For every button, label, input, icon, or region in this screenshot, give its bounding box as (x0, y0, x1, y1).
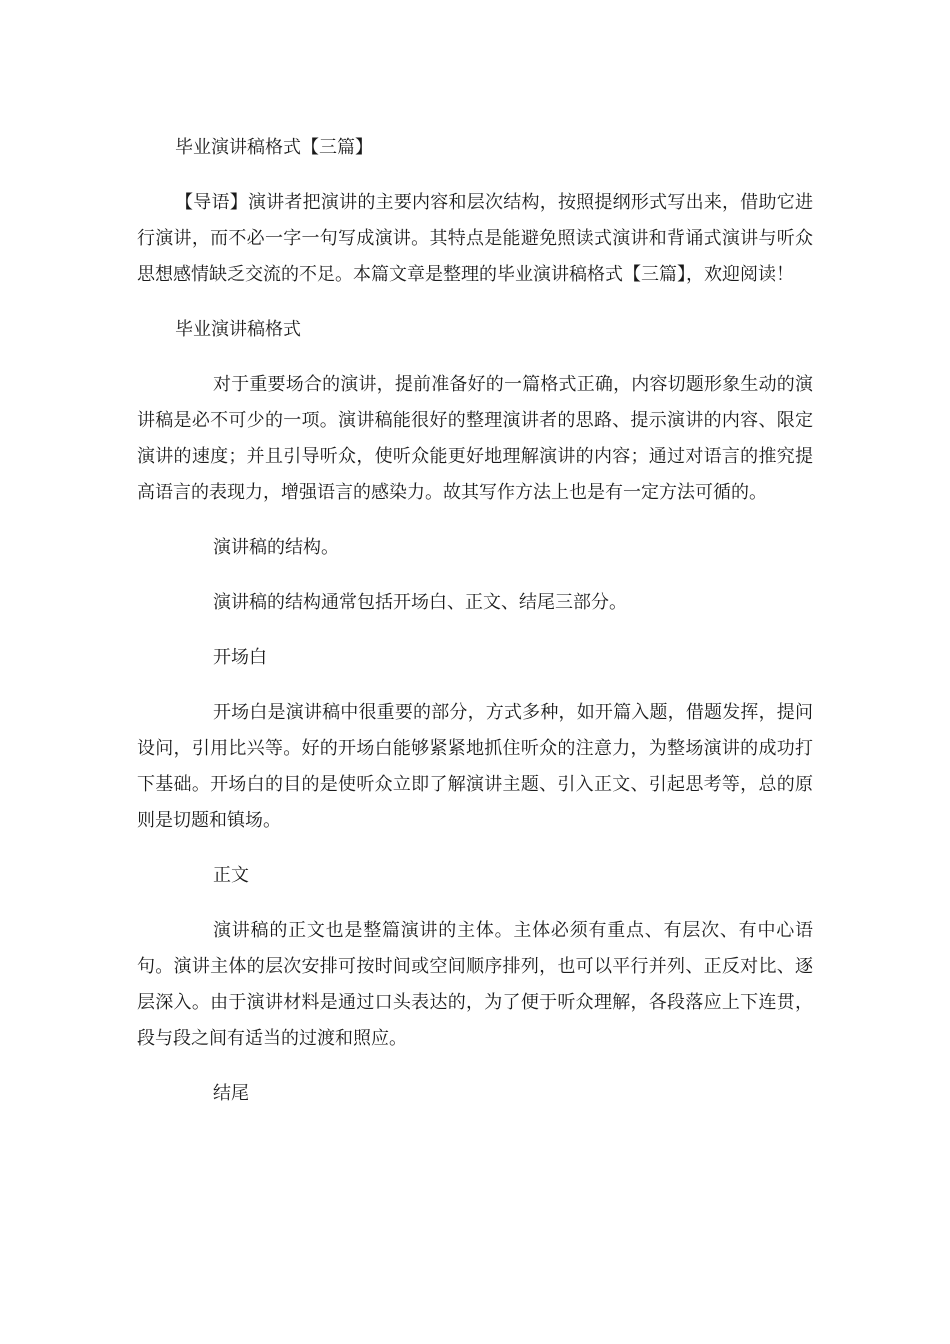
body-heading: 正文 (213, 865, 249, 886)
document-title: 毕业演讲稿格式【三篇】 (175, 137, 373, 158)
structure-heading: 演讲稿的结构。 (213, 537, 339, 558)
section-title: 毕业演讲稿格式 (175, 319, 301, 340)
body-paragraph-1: 对于重要场合的演讲，提前准备好的一篇格式正确，内容切题形象生动的演讲稿是必不可少的一项。演讲稿能很好的整理演讲者的思路、提示演讲的内容、限定演讲的速度；并且引导听众，使听众能更好地理解演讲的内容；通过对语言的推究提高语言的表现力，增强语言的感染力。故其写作方法上也是有一定方法可循的。 (137, 374, 813, 503)
ending-heading: 结尾 (213, 1083, 249, 1104)
intro-paragraph: 【导语】演讲者把演讲的主要内容和层次结构，按照提纲形式写出来，借助它进行演讲，而不必一字一句写成演讲。其特点是能避免照读式演讲和背诵式演讲与听众思想感情缺乏交流的不足。本篇文章是整理的毕业演讲稿格式【三篇】，欢迎阅读！ (137, 192, 813, 285)
structure-text: 演讲稿的结构通常包括开场白、正文、结尾三部分。 (213, 592, 627, 613)
document-page (137, 130, 813, 1112)
body-paragraph: 演讲稿的正文也是整篇演讲的主体。主体必须有重点、有层次、有中心语句。演讲主体的层次安排可按时间或空间顺序排列，也可以平行并列、正反对比、逐层深入。由于演讲材料是通过口头表达的，为了便于听众理解，各段落应上下连贯，段与段之间有适当的过渡和照应。 (137, 920, 813, 1049)
opening-paragraph: 开场白是演讲稿中很重要的部分，方式多种，如开篇入题，借题发挥，提问设问，引用比兴等。好的开场白能够紧紧地抓住听众的注意力，为整场演讲的成功打下基础。开场白的目的是使听众立即了解演讲主题、引入正文、引起思考等，总的原则是切题和镇场。 (137, 702, 813, 831)
opening-heading: 开场白 (213, 647, 267, 668)
